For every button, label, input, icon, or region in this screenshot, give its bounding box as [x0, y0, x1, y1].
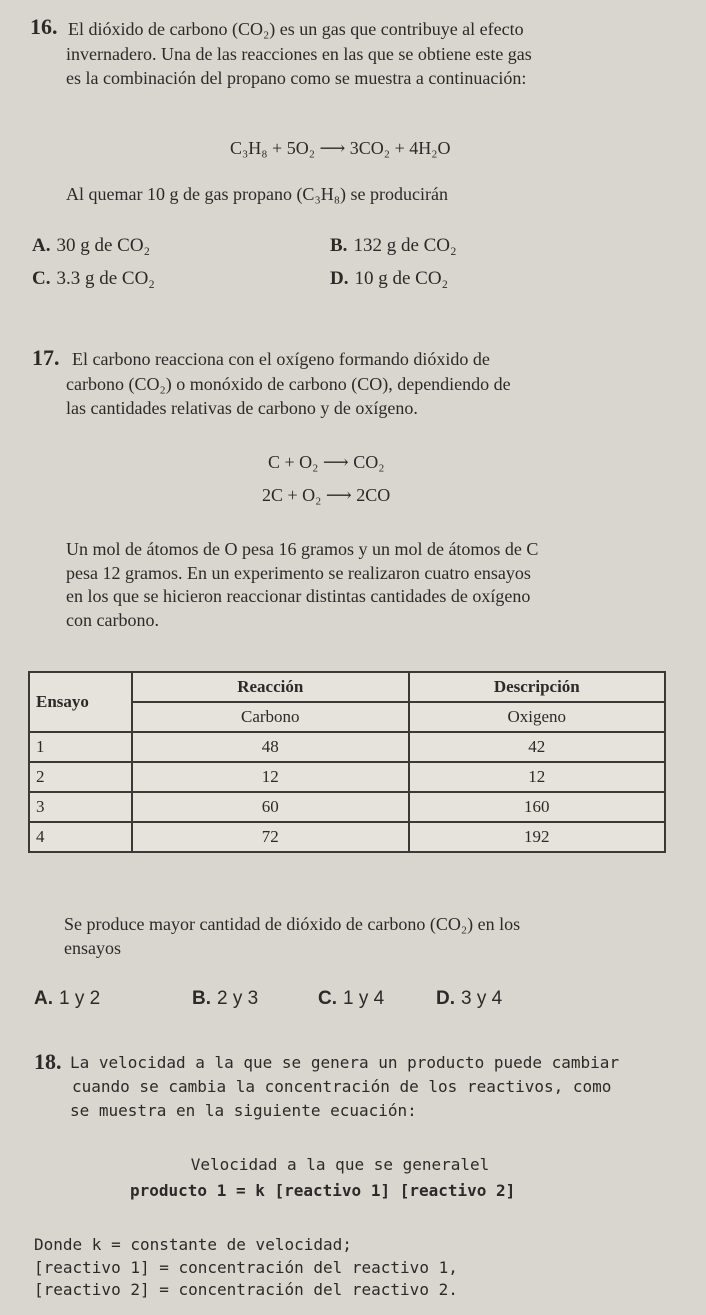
question-16-line-2: invernadero. Una de las reacciones en las que se obtiene este gas: [66, 44, 532, 64]
question-18-line-2: cuando se cambia la concentración de los reactivos, como: [72, 1077, 612, 1096]
question-17-paragraph-line-3: en los que se hicieron reaccionar distintas cantidades de oxígeno: [66, 586, 531, 606]
question-16-equation: C₃H₈ + 5O₂ ⟶ 3CO₂ + 4H₂O: [230, 138, 451, 158]
question-17-paragraph-line-2: pesa 12 gramos. En un experimento se realizaron cuatro ensayos: [66, 563, 531, 583]
subheader-carbono: Carbono: [132, 702, 409, 732]
table-row: [29, 792, 665, 822]
question-17-option-b[interactable]: [192, 988, 258, 1010]
option-letter: B.: [192, 988, 211, 1009]
option-text: 3 y 4: [461, 988, 503, 1009]
header-ensayo: Ensayo: [29, 672, 132, 732]
question-17-number: 17.: [32, 345, 60, 370]
cell-ensayo: 4: [29, 822, 132, 852]
option-text: 30 g de CO₂: [56, 235, 151, 256]
question-16-line-3: es la combinación del propano como se muestra a continuación:: [66, 68, 527, 88]
question-17-line-1: El carbono reacciona con el oxígeno formando dióxido de: [72, 349, 490, 369]
option-letter: B.: [330, 235, 348, 256]
option-text: 1 y 2: [59, 988, 101, 1009]
question-16-option-b[interactable]: [330, 235, 457, 257]
table-row: [29, 822, 665, 852]
question-18-where-line-3: [reactivo 2] = concentración del reactivo 2.: [34, 1280, 458, 1299]
option-letter: A.: [32, 235, 51, 256]
question-16-option-d[interactable]: [330, 268, 448, 290]
question-18-line-3: se muestra en la siguiente ecuación:: [70, 1101, 417, 1120]
cell-ensayo: 1: [29, 732, 132, 762]
cell-oxigeno: 160: [409, 792, 665, 822]
question-17-equation-1: C + O₂ ⟶ CO₂: [268, 452, 385, 472]
question-17-prompt-line-2: ensayos: [64, 938, 121, 958]
cell-oxigeno: 42: [409, 732, 665, 762]
question-17-option-a[interactable]: [34, 988, 100, 1010]
cell-carbono: 72: [132, 822, 409, 852]
option-letter: D.: [330, 268, 349, 289]
cell-ensayo: 3: [29, 792, 132, 822]
option-text: 3.3 g de CO₂: [56, 268, 155, 289]
option-text: 2 y 3: [217, 988, 259, 1009]
option-letter: A.: [34, 988, 53, 1009]
question-17-line-3: las cantidades relativas de carbono y de oxígeno.: [66, 398, 418, 418]
question-16-number: 16.: [30, 14, 58, 39]
option-letter: C.: [318, 988, 337, 1009]
experiment-table: [28, 671, 666, 853]
question-17-line-2: carbono (CO₂) o monóxido de carbono (CO), dependiendo de: [66, 374, 511, 394]
header-reaccion: Reacción: [132, 672, 409, 702]
option-letter: C.: [32, 268, 51, 289]
question-17-paragraph-line-4: con carbono.: [66, 610, 159, 630]
cell-carbono: 60: [132, 792, 409, 822]
cell-carbono: 12: [132, 762, 409, 792]
question-16-prompt: Al quemar 10 g de gas propano (C₃H₈) se producirán: [66, 184, 448, 204]
question-18-line-1: La velocidad a la que se genera un producto puede cambiar: [70, 1053, 620, 1072]
subheader-oxigeno: Oxigeno: [409, 702, 665, 732]
question-17-prompt-line-1: Se produce mayor cantidad de dióxido de carbono (CO₂) en los: [64, 914, 521, 934]
question-18-number: 18.: [34, 1049, 62, 1074]
question-16-line-1: El dióxido de carbono (CO₂) es un gas que contribuye al efecto: [68, 19, 524, 39]
cell-carbono: 48: [132, 732, 409, 762]
option-text: 132 g de CO₂: [353, 235, 457, 256]
option-letter: D.: [436, 988, 455, 1009]
question-18-where-line-2: [reactivo 1] = concentración del reactivo 1,: [34, 1258, 458, 1277]
option-text: 10 g de CO₂: [354, 268, 449, 289]
cell-oxigeno: 12: [409, 762, 665, 792]
question-16-option-c[interactable]: [32, 268, 155, 290]
table-header-row: [29, 672, 665, 702]
cell-ensayo: 2: [29, 762, 132, 792]
table-row: [29, 732, 665, 762]
question-18-formula-line-2: producto 1 = k [reactivo 1] [reactivo 2]: [130, 1181, 516, 1200]
question-17-equation-2: 2C + O₂ ⟶ 2CO: [262, 485, 391, 505]
header-descripcion: Descripción: [409, 672, 665, 702]
option-text: 1 y 4: [343, 988, 385, 1009]
question-18-formula-line-1: Velocidad a la que se generalel: [190, 1155, 490, 1174]
question-16-option-a[interactable]: [32, 235, 150, 257]
question-17-paragraph-line-1: Un mol de átomos de O pesa 16 gramos y un mol de átomos de C: [66, 539, 539, 559]
cell-oxigeno: 192: [409, 822, 665, 852]
question-17-option-d[interactable]: [436, 988, 502, 1010]
question-18-where-line-1: Donde k = constante de velocidad;: [34, 1235, 352, 1254]
table-row: [29, 762, 665, 792]
question-17-option-c[interactable]: [318, 988, 384, 1010]
